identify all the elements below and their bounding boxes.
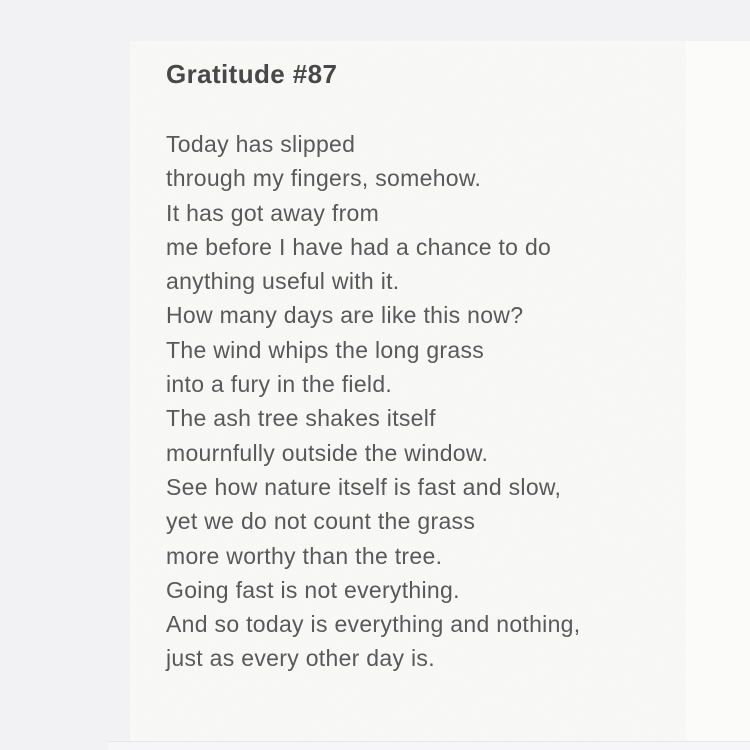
poem-line: yet we do not count the grass — [166, 508, 476, 535]
poem-line: more worthy than the tree. — [166, 542, 443, 569]
poem-line: And so today is everything and nothing, — [166, 611, 581, 638]
poem-line: into a fury in the field. — [166, 371, 393, 398]
paper-bottom-edge — [108, 741, 750, 750]
poem-line: Today has slipped — [166, 131, 356, 157]
poem-line: me before I have had a chance to do — [166, 233, 552, 260]
poem-line: The ash tree shakes itself — [166, 405, 436, 432]
right-background-band — [686, 41, 750, 750]
poem-line: How many days are like this now? — [166, 302, 524, 329]
poem-body — [166, 127, 686, 676]
poem-line: Going fast is not everything. — [166, 576, 460, 603]
poem-line: See how nature itself is fast and slow, — [166, 473, 562, 500]
poem-line: just as every other day is. — [166, 645, 435, 672]
poem-line: It has got away from — [166, 199, 380, 226]
poem-line: The wind whips the long grass — [166, 336, 485, 363]
poem-line: through my fingers, somehow. — [166, 165, 482, 192]
poem-title: Gratitude #87 — [166, 59, 338, 89]
poem-line: anything useful with it. — [166, 268, 400, 295]
poem-line: mournfully outside the window. — [166, 439, 489, 466]
